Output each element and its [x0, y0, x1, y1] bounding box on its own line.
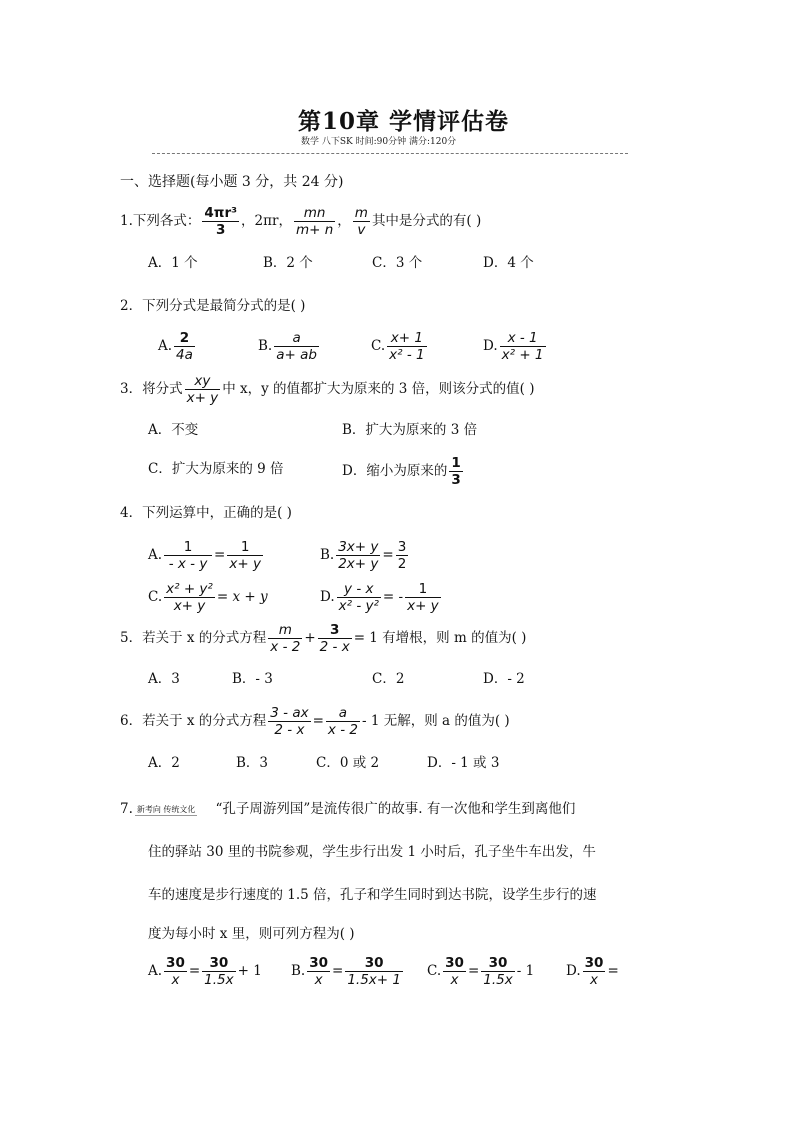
q2-a-den: 4a — [176, 347, 193, 363]
q2-d-num: x - 1 — [500, 330, 546, 347]
q5-f1-den: x - 2 — [270, 639, 301, 655]
q6-option-b[interactable]: B．3 — [236, 755, 269, 771]
q7-b1-den: x — [314, 972, 323, 988]
q1-fraction-2 — [294, 205, 335, 238]
q4-a-fraction-1 — [164, 539, 212, 572]
q7-a1-den: x — [171, 972, 180, 988]
q4-option-a[interactable] — [148, 539, 265, 572]
q3-option-b[interactable]: B．扩大为原来的 3 倍 — [342, 422, 478, 438]
q3-option-d[interactable] — [342, 455, 465, 488]
q7-c1-den: x — [450, 972, 459, 988]
q7-d-eq: = — [607, 963, 619, 979]
q7-a-tail: + 1 — [237, 963, 262, 979]
q4-a-label: A. — [148, 547, 163, 563]
q1-sep: ， — [337, 213, 351, 229]
q2-c-den: x² - 1 — [389, 347, 425, 363]
q3-suffix: 中 x，y 的值都扩大为原来的 3 倍，则该分式的值( ) — [222, 381, 535, 397]
q2-d-den: x² + 1 — [501, 347, 544, 363]
q4-b-eq: = — [382, 547, 394, 563]
q7-c2-num: 30 — [481, 955, 514, 972]
q5-option-c[interactable]: C．2 — [372, 671, 405, 687]
q2-a-label: A. — [158, 338, 173, 354]
q3-d-den: 3 — [451, 472, 461, 488]
question-3 — [120, 373, 535, 406]
q3-d-label: D．缩小为原来的 — [342, 463, 448, 479]
q3-d-fraction — [449, 455, 462, 488]
q4-a2-den: x+ y — [229, 556, 261, 572]
question-4: 4．下列运算中，正确的是( ) — [120, 505, 292, 521]
q5-option-a[interactable]: A．3 — [148, 671, 180, 687]
q2-option-c[interactable] — [371, 330, 429, 363]
question-6 — [120, 705, 510, 738]
q2-d-fraction — [500, 330, 546, 363]
q1-f2-denominator: m+ n — [295, 222, 334, 238]
q3-den: x+ y — [186, 390, 219, 406]
q6-fraction-2 — [326, 705, 360, 738]
q4-b1-den: 2x+ y — [338, 556, 379, 572]
q5-option-d[interactable]: D．- 2 — [483, 671, 525, 687]
q3-option-a[interactable]: A．不变 — [148, 422, 199, 438]
q4-c-label: C. — [148, 589, 163, 605]
q7-b-label: B. — [291, 963, 306, 979]
q7-b-eq: = — [332, 963, 344, 979]
q4-d2-num: 1 — [405, 581, 441, 598]
q2-a-num: 2 — [174, 330, 195, 347]
q3-fraction — [185, 373, 221, 406]
q4-option-b[interactable] — [320, 539, 410, 572]
q6-eq: = — [312, 713, 324, 729]
q5-f2-den: 2 - x — [319, 639, 350, 655]
q7-topic-tag: 新考向 传统文化 — [136, 804, 196, 814]
q2-c-label: C. — [371, 338, 386, 354]
q7-a-fraction-2 — [202, 955, 235, 988]
q4-d-label: D. — [320, 589, 335, 605]
q5-fraction-2 — [318, 622, 352, 655]
question-7-line-3: 车的速度是步行速度的 1.5 倍，孔子和学生同时到达书院，设学生步行的速 — [148, 887, 597, 903]
q1-mid: ，2πr， — [241, 213, 292, 229]
q5-suffix: = 1 有增根，则 m 的值为( ) — [353, 630, 527, 646]
q1-f3-denominator: v — [357, 222, 366, 238]
q2-d-label: D. — [483, 338, 498, 354]
q4-d-fraction-1 — [337, 581, 381, 614]
q4-c1-den: x+ y — [173, 598, 206, 614]
q1-option-c[interactable]: C．3 个 — [372, 255, 423, 271]
q7-option-c[interactable] — [427, 955, 534, 988]
section-heading: 一、选择题(每小题 3 分，共 24 分) — [120, 174, 344, 190]
q2-option-b[interactable] — [258, 330, 321, 363]
q4-a1-num: 1 — [164, 539, 212, 556]
q4-a-fraction-2 — [227, 539, 263, 572]
q5-prefix: 5．若关于 x 的分式方程 — [120, 630, 267, 646]
q2-c-fraction — [387, 330, 426, 363]
q4-b-fraction-2 — [396, 539, 409, 572]
q7-b1-num: 30 — [309, 955, 329, 971]
q1-f2-numerator: mn — [294, 205, 335, 222]
q7-b2-num: 30 — [345, 955, 403, 972]
q4-a-eq: = — [214, 547, 226, 563]
q6-f1-num: 3 - ax — [270, 705, 309, 721]
q1-option-b[interactable]: B．2 个 — [263, 255, 313, 271]
q7-d-label: D. — [566, 963, 581, 979]
q7-option-a[interactable] — [148, 955, 262, 988]
q3-option-c[interactable]: C．扩大为原来的 9 倍 — [148, 461, 284, 477]
q2-b-fraction — [274, 330, 319, 363]
q7-a-label: A. — [148, 963, 163, 979]
header-divider — [152, 153, 628, 154]
question-7-line-1 — [120, 797, 575, 817]
q4-d-fraction-2 — [405, 581, 441, 614]
q7-c2-den: 1.5x — [483, 972, 513, 988]
q2-c-num: x+ 1 — [387, 330, 426, 347]
q6-prefix: 6．若关于 x 的分式方程 — [120, 713, 267, 729]
q4-d-eq: = - — [382, 589, 404, 605]
q7-a2-num: 30 — [202, 955, 235, 972]
q2-b-label: B. — [258, 338, 273, 354]
q7-number: 7. — [120, 801, 133, 817]
q1-fraction-3 — [353, 205, 370, 238]
q7-c-fraction-1 — [443, 955, 466, 988]
q1-f1-denominator: 3 — [216, 222, 226, 238]
q6-fraction-1 — [268, 705, 310, 738]
q6-f2-den: x - 2 — [327, 722, 358, 738]
q7-a-fraction-1 — [164, 955, 187, 988]
q4-option-c[interactable] — [148, 581, 268, 614]
q2-a-fraction — [174, 330, 195, 363]
q4-b2-den: 2 — [397, 556, 407, 572]
q4-b-fraction-1 — [336, 539, 380, 572]
q5-f2-num: 3 — [318, 622, 352, 639]
question-2: 2．下列分式是最简分式的是( ) — [120, 298, 306, 314]
q2-option-d[interactable] — [483, 330, 548, 363]
q2-b-num: a — [274, 330, 319, 347]
q7-text-1: “孔子周游列国”是流传很广的故事. 有一次他和学生到离他们 — [215, 801, 576, 817]
q4-b-label: B. — [320, 547, 335, 563]
q5-plus: + — [304, 630, 316, 646]
page-title: 第10章 学情评估卷 — [298, 108, 510, 135]
q2-option-a[interactable] — [158, 330, 197, 363]
q5-fraction-1 — [268, 622, 302, 655]
q7-c-eq: = — [467, 963, 480, 979]
q1-option-d[interactable]: D．4 个 — [483, 255, 534, 271]
q4-a1-den: - x - y — [168, 556, 208, 572]
q4-option-d[interactable] — [320, 581, 443, 614]
q6-option-a[interactable]: A．2 — [148, 755, 180, 771]
q4-c-fraction — [164, 581, 215, 614]
q1-f1-numerator: 4πr³ — [204, 205, 238, 221]
q3-num: xy — [185, 373, 221, 390]
q4-d1-num: y - x — [337, 581, 381, 598]
q6-f1-den: 2 - x — [274, 722, 305, 738]
q6-option-d[interactable]: D．- 1 或 3 — [427, 755, 500, 771]
q7-c1-num: 30 — [445, 955, 464, 971]
q1-fraction-1 — [202, 205, 239, 238]
q7-b-fraction-2 — [345, 955, 403, 988]
question-7-line-2: 住的驿站 30 里的书院参观，学生步行出发 1 小时后，孔子坐牛车出发，牛 — [148, 844, 596, 860]
q2-b-den: a+ ab — [276, 347, 317, 363]
q7-d1-num: 30 — [584, 955, 604, 971]
q7-option-b[interactable] — [291, 955, 405, 988]
q3-d-num: 1 — [451, 455, 461, 471]
q7-a1-num: 30 — [166, 955, 185, 971]
q7-b-fraction-1 — [307, 955, 330, 988]
q1-option-a[interactable]: A．1 个 — [148, 255, 198, 271]
q4-a2-num: 1 — [227, 539, 263, 556]
question-5 — [120, 622, 526, 655]
q7-option-d[interactable] — [566, 955, 619, 988]
q7-d-fraction-1 — [583, 955, 606, 988]
q3-prefix: 3．将分式 — [120, 381, 183, 397]
q7-c-tail: - 1 — [516, 963, 535, 979]
q5-f1-num: m — [268, 622, 302, 639]
q7-a2-den: 1.5x — [204, 972, 234, 988]
q5-option-b[interactable]: B．- 3 — [232, 671, 273, 687]
page-subtitle: 数学 八下SK 时间:90分钟 满分:120分 — [301, 137, 457, 147]
q4-c-eq: = x + y — [216, 589, 268, 605]
q4-d2-den: x+ y — [407, 598, 439, 614]
q6-suffix: - 1 无解，则 a 的值为( ) — [361, 713, 510, 729]
q4-b2-num: 3 — [397, 539, 407, 555]
q1-f3-numerator: m — [354, 205, 368, 221]
q7-d1-den: x — [590, 972, 599, 988]
question-1-prefix: 1.下列各式： — [120, 213, 201, 229]
q7-a-eq: = — [188, 963, 201, 979]
q4-c1-num: x² + y² — [166, 581, 213, 597]
question-1 — [120, 205, 481, 238]
q4-b1-num: 3x+ y — [338, 539, 379, 555]
q6-option-c[interactable]: C．0 或 2 — [316, 755, 380, 771]
q7-c-label: C. — [427, 963, 442, 979]
q7-b2-den: 1.5x+ 1 — [347, 972, 401, 988]
q4-d1-den: x² - y² — [338, 598, 379, 614]
q7-c-fraction-2 — [481, 955, 514, 988]
question-7-line-4: 度为每小时 x 里，则可列方程为( ) — [148, 926, 355, 942]
q6-f2-num: a — [326, 705, 360, 722]
question-1-suffix: 其中是分式的有( ) — [371, 213, 482, 229]
